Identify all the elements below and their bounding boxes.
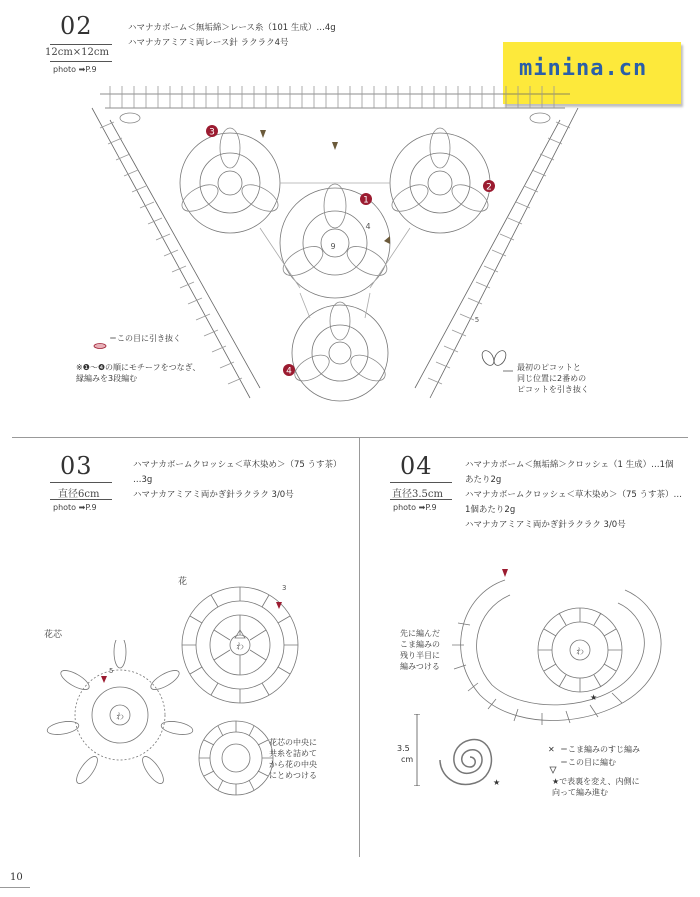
material-line: 1個あたり2g xyxy=(465,505,516,515)
material-line: あたり2g xyxy=(465,475,502,485)
row-label: 9 xyxy=(330,242,336,251)
pattern-02-materials xyxy=(128,21,336,51)
divider xyxy=(50,482,112,483)
material-line: ハマナカボームクロッシェ＜草木染め＞（75 うす茶） xyxy=(133,460,342,470)
note-attach-center xyxy=(269,737,317,781)
material-line: ハマナカアミアミ両かぎ針ラクラク 3/0号 xyxy=(465,520,626,530)
motif-markers xyxy=(206,125,495,377)
note-pull-through: ＝この目に引き抜く xyxy=(109,334,181,343)
pattern-03-number: 03 xyxy=(60,452,93,480)
dimension-unit: cm xyxy=(401,755,414,764)
assembled-flower-illustration xyxy=(196,718,276,798)
row-label: 3 xyxy=(282,584,287,592)
material-line: ハマナカアミアミ両かぎ針ラクラク 3/0号 xyxy=(133,490,294,500)
footer-rule xyxy=(0,887,30,888)
note-line: 編みつける xyxy=(400,662,440,671)
note-line: 先に編んだ xyxy=(400,629,440,638)
motif-label-1: 1 xyxy=(363,195,369,206)
legend-turn-note xyxy=(552,776,640,798)
divider xyxy=(390,482,452,483)
material-line: ハマナカボーム＜無垢綿＞クロッシェ（1 生成）…1個 xyxy=(465,460,674,470)
material-line: ハマナカボーム＜無垢綿＞レース糸（101 生成）…4g xyxy=(128,23,336,33)
pattern-04-photo-ref: photo ➡P.9 xyxy=(393,503,437,512)
note-picot xyxy=(517,362,589,395)
pattern-02-size: 12cm×12cm xyxy=(45,47,109,58)
note-line: ピコットを引き抜く xyxy=(517,385,589,394)
pattern-02-photo-ref: photo ➡P.9 xyxy=(53,65,97,74)
legend-symbol-x: ✕ xyxy=(548,745,555,754)
center-ring-label: わ xyxy=(576,647,584,656)
motif-label-2: 2 xyxy=(486,182,492,193)
note-line: 花芯の中央に xyxy=(269,738,317,747)
label-flower-center: 花芯 xyxy=(44,630,63,640)
note-line: ★で表裏を変え、内側に xyxy=(552,777,640,786)
note-join-order xyxy=(76,362,200,384)
motif-label-3: 3 xyxy=(209,127,215,138)
center-ring-label: わ xyxy=(116,712,124,721)
note-line: 同じ位置に2番めの xyxy=(517,374,587,383)
divider xyxy=(50,44,112,45)
material-line: ハマナカアミアミ両レース針 ラクラク4号 xyxy=(128,38,289,48)
center-ring-label: わ xyxy=(236,642,244,651)
note-line: こま編みの xyxy=(400,640,440,649)
motif-label-4: 4 xyxy=(286,366,292,377)
pattern-03-materials xyxy=(133,458,342,503)
dimension-marker xyxy=(414,714,420,786)
column-divider xyxy=(359,437,360,857)
page-number: 10 xyxy=(10,872,23,883)
material-line: ハマナカボームクロッシェ＜草木染め＞（75 うす茶）… xyxy=(465,490,683,500)
pattern-03-photo-ref: photo ➡P.9 xyxy=(53,503,97,512)
legend-triangle-icon xyxy=(548,759,558,767)
flower-center-chart xyxy=(45,640,195,790)
section-divider xyxy=(12,437,688,438)
pattern-04-materials xyxy=(465,458,682,533)
row-label: 4 xyxy=(365,222,371,231)
note-line: 共糸を詰めて xyxy=(269,749,317,758)
pattern-04-number: 04 xyxy=(400,452,433,480)
note-join-stitch xyxy=(400,628,440,672)
pattern-03-size: 直径6cm xyxy=(58,489,100,500)
pull-through-icon xyxy=(90,335,110,343)
pointer-line-icon xyxy=(503,360,513,368)
dimension-value: 3.5 xyxy=(397,744,410,753)
logo-text: minina.cn xyxy=(519,56,648,81)
note-line: 最初のピコットと xyxy=(517,363,581,372)
pattern-04-size: 直径3.5cm xyxy=(392,489,443,500)
note-line: にとめつける xyxy=(269,771,317,780)
legend-back-loop: ＝こま編みのすじ編み xyxy=(560,745,640,754)
star-marker: ★ xyxy=(493,778,501,787)
pattern-02-number: 02 xyxy=(60,12,93,40)
label-flower: 花 xyxy=(178,577,188,587)
divider xyxy=(50,61,112,62)
legend-work-here: ＝この目に編む xyxy=(560,758,616,767)
row-label: 5 xyxy=(109,667,114,675)
note-line: 残り半目に xyxy=(400,651,440,660)
star-marker: ★ xyxy=(590,693,598,702)
divider xyxy=(50,499,112,500)
note-line: 向って編み進む xyxy=(552,788,608,797)
spiral-illustration xyxy=(425,715,515,800)
divider xyxy=(390,499,452,500)
note-line: ※❶〜❹の順にモチーフをつなぎ、 xyxy=(76,363,201,372)
material-line: …3g xyxy=(133,475,153,485)
note-line: 縁編みを3段編む xyxy=(76,374,138,383)
row-label: 5 xyxy=(474,316,480,324)
note-line: から花の中央 xyxy=(269,760,317,769)
